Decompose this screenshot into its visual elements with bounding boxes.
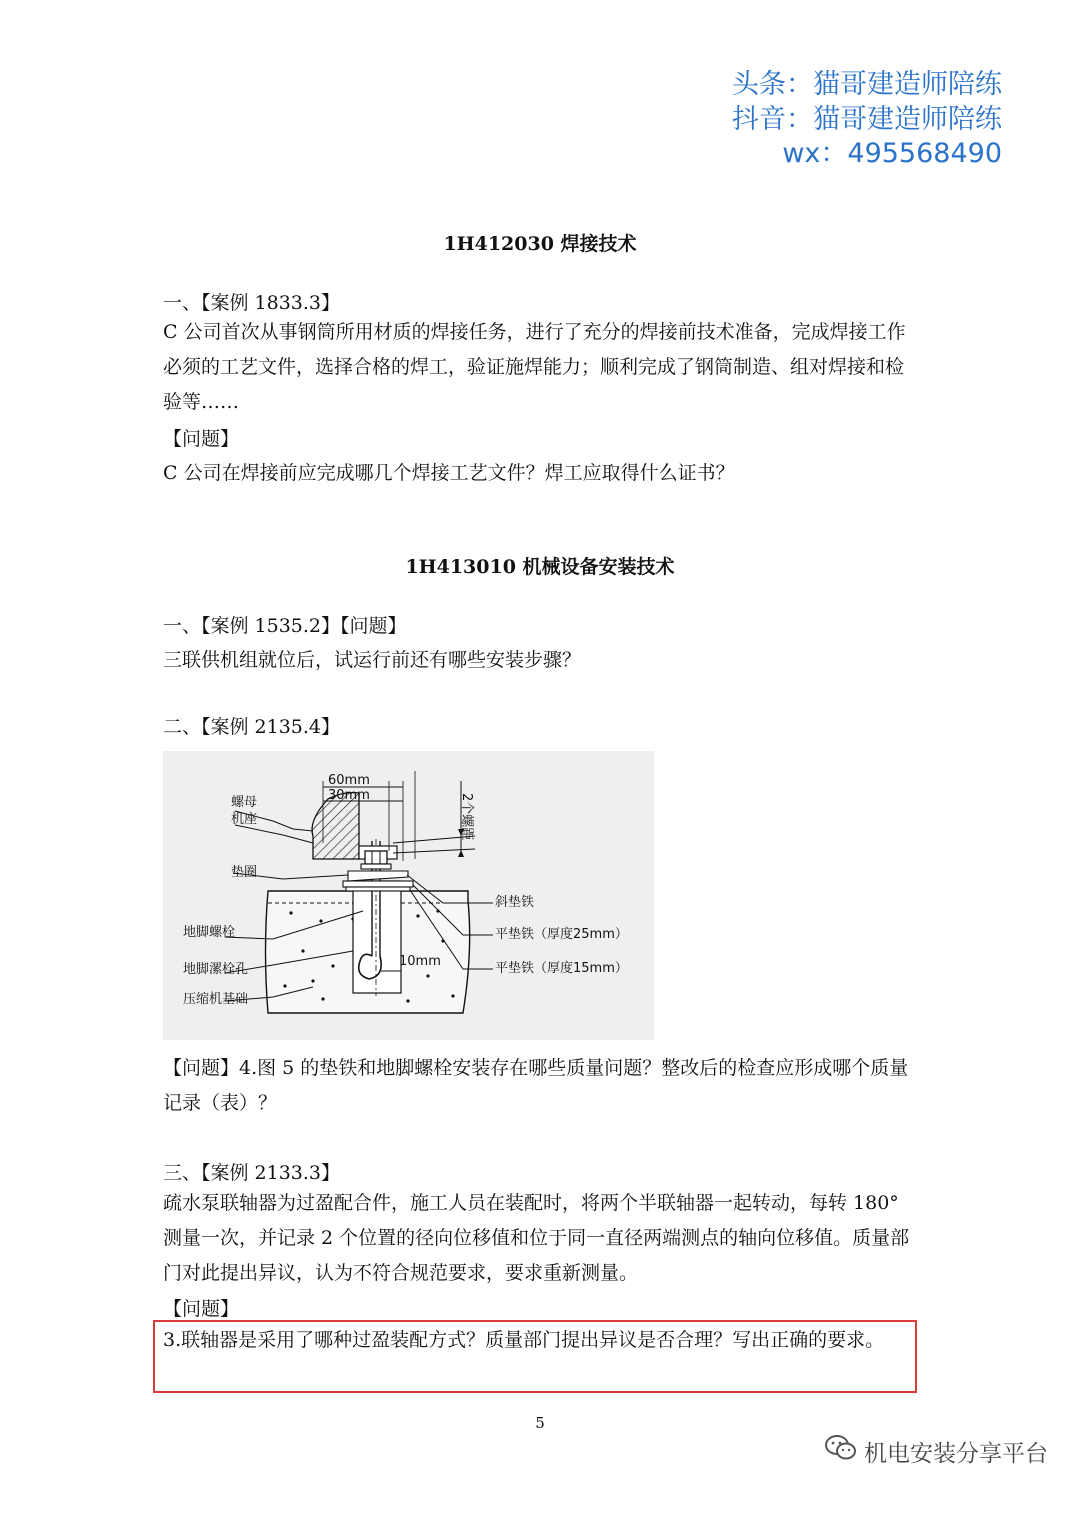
footer-brand bbox=[824, 1434, 1048, 1468]
case-label: 一、【案例 1535.2】【问题】 bbox=[163, 615, 407, 637]
case-text: 疏水泵联轴器为过盈配合件，施工人员在装配时，将两个半联轴器一起转动，每转 180° 测量一次，并记录 2 个位置的径向位移值和位于同一直径两端测点的轴向位移值。质量部门对此提出异议，认为不符合规范要求，要求重新测量。 bbox=[163, 1192, 910, 1284]
question-text: 【问题】4.图 5 的垫铁和地脚螺栓安装存在哪些质量问题？整改后的检查应形成哪个质量记录（表）？ bbox=[163, 1057, 909, 1114]
question-text-highlighted: 3.联轴器是采用了哪种过盈装配方式？质量部门提出异议是否合理？写出正确的要求。 bbox=[163, 1329, 885, 1351]
watermark-wx: wx：495568490 bbox=[782, 138, 1002, 169]
anchor-bolt-diagram bbox=[163, 751, 654, 1040]
case-label: 二、【案例 2135.4】 bbox=[163, 716, 341, 738]
question-text: C 公司在焊接前应完成哪几个焊接工艺文件？焊工应取得什么证书？ bbox=[163, 462, 735, 484]
label-washer: 垫圈 bbox=[231, 865, 258, 880]
watermark-douyin: 抖音：猫哥建造师陪练 bbox=[732, 104, 1002, 135]
page-number: 5 bbox=[535, 1414, 545, 1432]
case-label: 一、【案例 1833.3】 bbox=[163, 292, 341, 314]
dim-60mm: 60mm bbox=[328, 773, 370, 788]
section-heading-mechanical: 1H413010 机械设备安装技术 bbox=[405, 556, 675, 578]
label-flat-shim-25: 平垫铁（厚度25mm） bbox=[495, 927, 628, 942]
label-wedge-shim: 斜垫铁 bbox=[495, 895, 535, 910]
wechat-icon bbox=[824, 1434, 858, 1468]
question-label: 【问题】 bbox=[163, 428, 240, 450]
label-nut: 螺母 bbox=[231, 795, 258, 810]
case-text: C 公司首次从事钢筒所用材质的焊接任务，进行了充分的焊接前技术准备，完成焊接工作必须的工艺文件，选择合格的焊工，验证施焊能力；顺利完成了钢筒制造、组对焊接和检验等…… bbox=[163, 321, 906, 413]
label-anchor-bolt: 地脚螺栓 bbox=[183, 925, 236, 940]
question-label: 【问题】 bbox=[163, 1298, 240, 1320]
dim-pitch: 2个螺距 bbox=[459, 793, 474, 841]
footer-text: 机电安装分享平台 bbox=[864, 1440, 1048, 1467]
label-base: 机座 bbox=[231, 812, 258, 827]
dim-10mm: 10mm bbox=[399, 954, 441, 969]
case-label: 三、【案例 2133.3】 bbox=[163, 1162, 341, 1184]
section-heading-welding: 1H412030 焊接技术 bbox=[443, 233, 637, 255]
label-flat-shim-15: 平垫铁（厚度15mm） bbox=[495, 961, 628, 976]
watermark-toutiao: 头条：猫哥建造师陪练 bbox=[732, 69, 1002, 100]
dim-30mm: 30mm bbox=[328, 788, 370, 803]
label-anchor-hole: 地脚漯栓孔 bbox=[183, 962, 249, 977]
question-text: 三联供机组就位后，试运行前还有哪些安装步骤？ bbox=[163, 649, 582, 671]
label-foundation: 压缩机基础 bbox=[183, 992, 249, 1007]
